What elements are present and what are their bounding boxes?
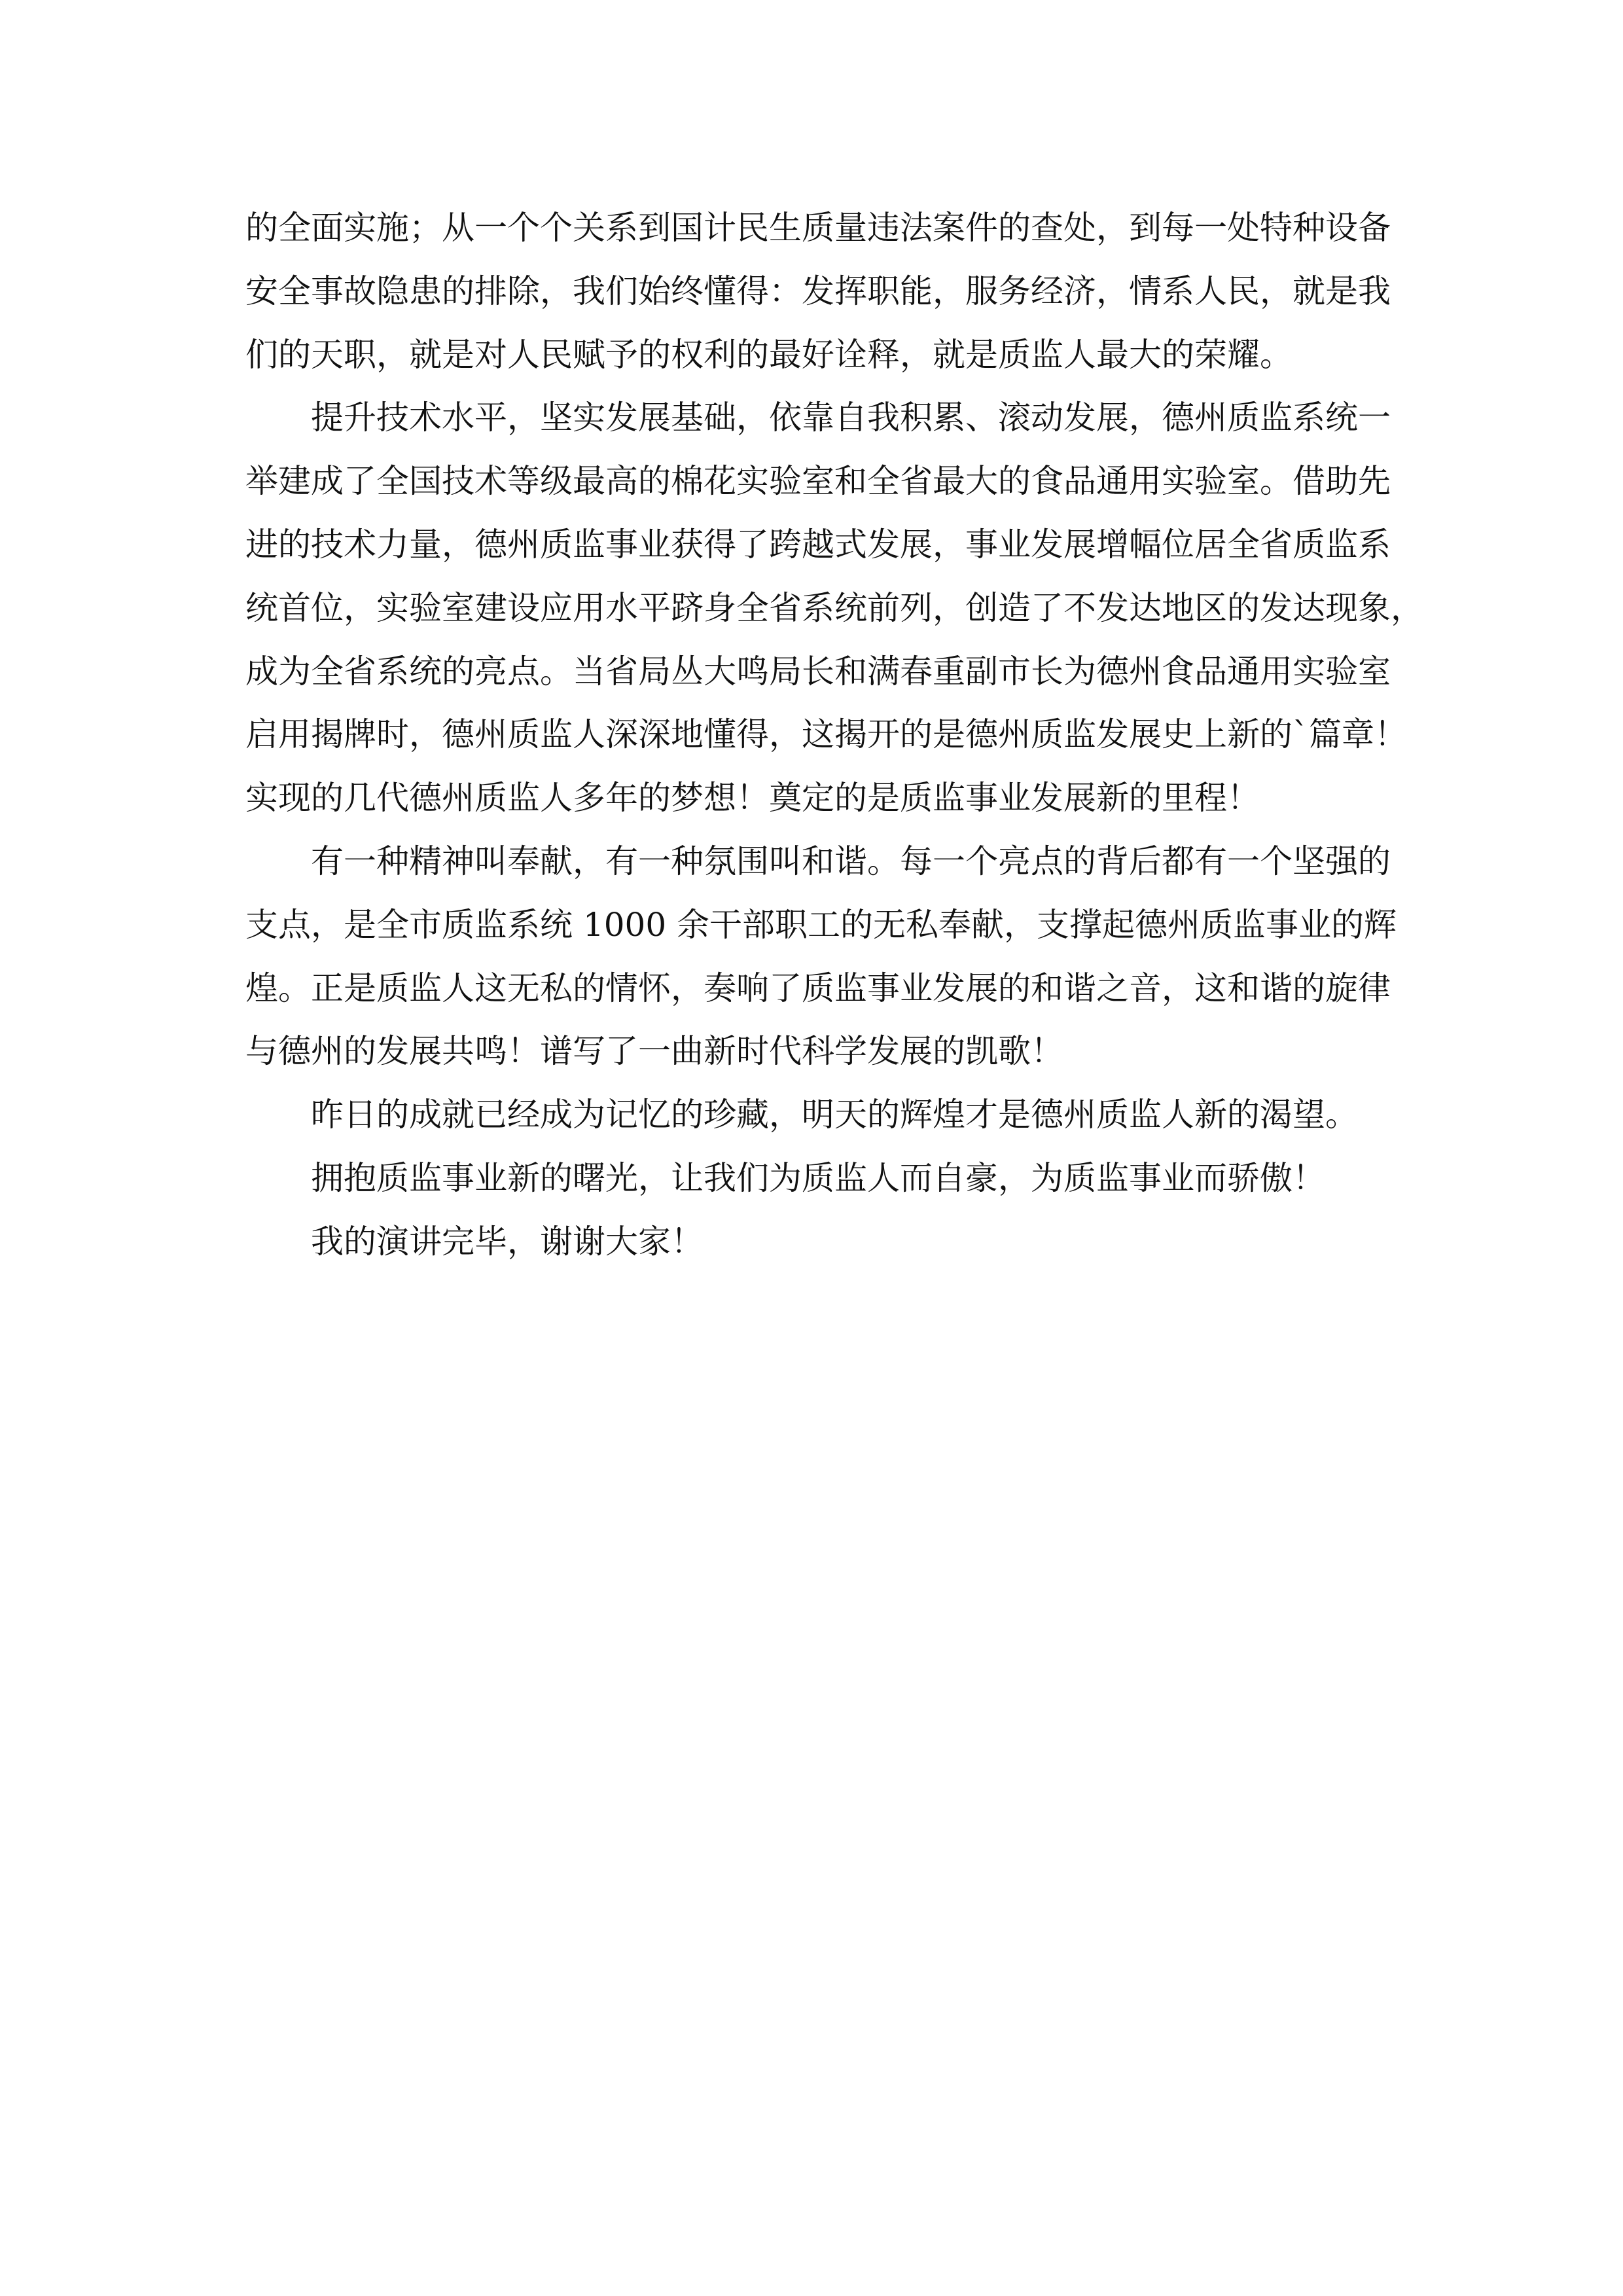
paragraph <box>245 196 1391 386</box>
text-line: 昨日的成就已经成为记忆的珍藏，明天的辉煌才是德州质监人新的渴望。 <box>311 1096 1358 1134</box>
paragraph <box>245 386 1423 830</box>
text-line: 进的技术力量，德州质监事业获得了跨越式发展，事业发展增幅位居全省质监系 <box>245 525 1391 564</box>
text-line: 煌。正是质监人这无私的情怀，奏响了质监事业发展的和谐之音，这和谐的旋律 <box>245 969 1391 1007</box>
text-line: 与德州的发展共鸣！谱写了一曲新时代科学发展的凯歌！ <box>245 1032 1063 1071</box>
paragraph <box>245 1083 1384 1147</box>
paragraph <box>245 1210 1384 1274</box>
text-line: 实现的几代德州质监人多年的梦想！奠定的是质监事业发展新的里程！ <box>245 779 1260 817</box>
text-line: 的全面实施；从一个个关系到国计民生质量违法案件的查处，到每一处特种设备 <box>245 209 1391 247</box>
text-line: 统首位，实验室建设应用水平跻身全省系统前列，创造了不发达地区的发达现象， <box>245 588 1423 627</box>
speech-text <box>245 196 1423 1274</box>
text-line: 提升技术水平，坚实发展基础，依靠自我积累、滚动发展，德州质监系统一 <box>311 399 1391 437</box>
text-line: 举建成了全国技术等级最高的棉花实验室和全省最大的食品通用实验室。借助先 <box>245 462 1391 501</box>
text-line: 支点，是全市质监系统 1000 余干部职工的无私奉献，支撑起德州质监事业的辉 <box>245 905 1397 944</box>
text-line: 们的天职，就是对人民赋予的权利的最好诠释，就是质监人最大的荣耀。 <box>245 335 1293 374</box>
paragraph <box>245 830 1397 1083</box>
text-line: 成为全省系统的亮点。当省局丛大鸣局长和满春重副市长为德州食品通用实验室 <box>245 652 1391 691</box>
text-line: 我的演讲完毕，谢谢大家！ <box>311 1222 704 1261</box>
text-line: 启用揭牌时，德州质监人深深地懂得，这揭开的是德州质监发展史上新的`篇章！ <box>245 715 1407 754</box>
text-line: 拥抱质监事业新的曙光，让我们为质监人而自豪，为质监事业而骄傲！ <box>311 1158 1325 1197</box>
text-line: 安全事故隐患的排除，我们始终懂得：发挥职能，服务经济，情系人民，就是我 <box>245 272 1391 310</box>
paragraph <box>245 1147 1384 1210</box>
text-line: 有一种精神叫奉献，有一种氛围叫和谐。每一个亮点的背后都有一个坚强的 <box>311 842 1391 880</box>
